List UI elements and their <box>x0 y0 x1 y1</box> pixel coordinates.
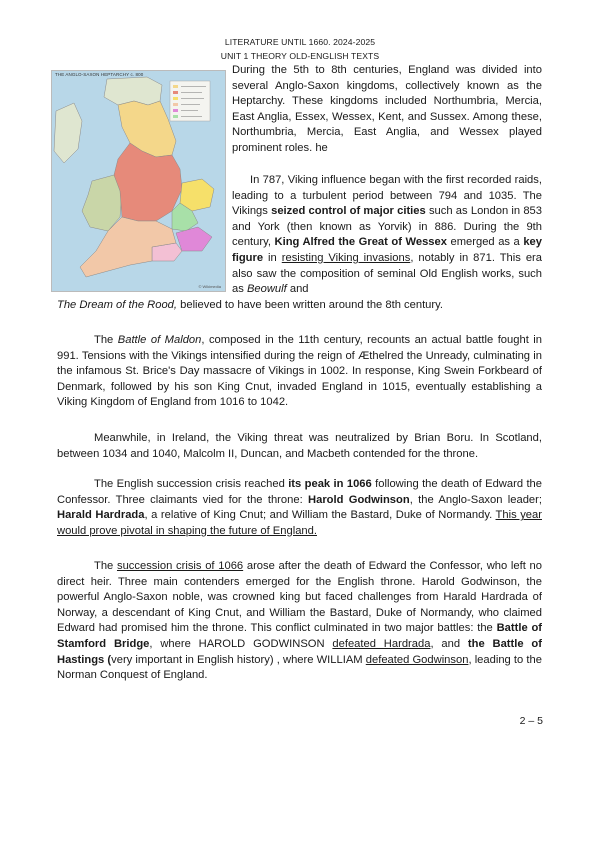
map-title: THE ANGLO-SAXON HEPTARCHY c. 800 <box>55 72 144 77</box>
heptarchy-map-graphic <box>52 71 225 291</box>
page-number: 2 – 5 <box>519 715 543 727</box>
bold-battle-of-hastings: the Battle of Hastings ( <box>57 637 542 666</box>
paragraph-vikings-tail: The Dream of the Rood, believed to have been written around the 8th century. <box>57 299 443 311</box>
bold-seized-control: seized control of major cities <box>271 205 426 218</box>
north-region <box>104 77 162 105</box>
underline-defeated-godwinson: defeated Godwinson <box>365 653 469 666</box>
map-credit: © Wikimedia <box>198 284 221 289</box>
legend-swatch-northumbria <box>173 85 178 88</box>
underline-succession-crisis: succession crisis of 1066 <box>116 560 244 572</box>
paragraph-succession-peak: The English succession crisis reached its peak in 1066 following the death of Edward the Confessor. Three claimants vied for the throne: Harold Godwinson, the Anglo-Saxon leader; Harald Hardrada, a relative of King Cnut; and William the Bastard, Duke of Normandy. This year would prove pivotal in shaping the future of England. <box>57 478 542 537</box>
legend-swatch-east-anglia <box>173 97 178 100</box>
italic-dream-of-rood: The Dream of the Rood, <box>57 299 178 311</box>
paragraph-vikings: In 787, Viking influence began with the first recorded raids, leading to a turbulent period between 794 and 1035. The Vikings seized control of major cities such as London in 853 and York (then known as Yorvik) in 886. During the 9th century, King Alfred the Great of Wessex emerged as a key figure in resisting Viking invasions, notably in 871. This era also saw the composition of seminal Old English works, such as Beowulf and <box>232 174 542 296</box>
legend-swatch-mercia <box>173 91 178 94</box>
italic-battle-of-maldon: Battle of Maldon <box>117 334 202 346</box>
paragraph-ireland-scotland: Meanwhile, in Ireland, the Viking threat was neutralized by Brian Boru. In Scotland, between 1034 and 1040, Malcolm II, Duncan, and Macbeth contended for the throne. <box>57 432 542 460</box>
bold-peak-1066: its peak in 1066 <box>288 478 372 490</box>
legend-swatch-wessex <box>173 103 178 106</box>
legend-swatch-kent <box>173 109 178 112</box>
legend-swatch-essex <box>173 115 178 118</box>
italic-beowulf: Beowulf <box>246 283 287 296</box>
underline-resisting-viking: resisting Viking invasions <box>281 251 411 264</box>
document-header-unit: UNIT 1 THEORY OLD-ENGLISH TEXTS <box>220 51 380 61</box>
paragraph-heptarchy-text: During the 5th to 8th centuries, England was divided into several Anglo-Saxon kingdoms, collectively known as the Heptarchy. These kingdoms included Northumbria, Mercia, East Anglia, Essex, Wessex, Kent, and Sussex. Among these, Northumbria, Mercia, East Anglia, and Wessex played prominent roles. he <box>232 64 542 154</box>
bold-alfred: King Alfred the Great of Wessex <box>274 236 447 249</box>
heptarchy-map <box>51 70 226 292</box>
paragraph-heptarchy <box>232 63 542 157</box>
underline-pivotal-year: This year would prove pivotal in shaping the future of England. <box>57 509 542 537</box>
bold-harold-godwinson: Harold Godwinson <box>308 493 410 506</box>
underline-defeated-hardrada: defeated Hardrada <box>332 637 431 650</box>
bold-harald-hardrada: Harald Hardrada <box>57 509 145 522</box>
bold-stamford-bridge: Battle of Stamford Bridge <box>57 622 543 650</box>
paragraph-maldon: The Battle of Maldon, composed in the 11th century, recounts an actual battle fought in 991. Tensions with the Vikings intensified during the reign of Æthelred the Unready, culminating in the infamous St. Brice's Day massacre of Vikings in 1002. In response, King Swein Forkbeard of Denmark, followed by his son King Cnut, invaded England in 1015, eventually establishing a Viking Kingdom of England from 1016 to 1042. <box>57 334 542 409</box>
document-header-course: LITERATURE UNTIL 1660. 2024-2025 <box>224 37 376 47</box>
paragraph-succession-crisis: The succession crisis of 1066 arose after the death of Edward the Confessor, who left no direct heir. Three main contenders emerged for the English throne. Harold Godwinson, the powerful Anglo-Saxon noble, was crowned king but faced challenges from Harald Hardrada of Norway, a descendant of King Cnut, and William the Bastard, Duke of Normandy, who claimed Edward had promised him the throne. This conflict culminated in two major battles: the Battle of Stamford Bridge, where HAROLD GODWINSON defeated Hardrada, and the Battle of Hastings (very important in English history) , where WILLIAM defeated Godwinson, leading to the Norman Conquest of England. <box>57 560 543 682</box>
bold-key-figure: key figure <box>232 236 542 264</box>
